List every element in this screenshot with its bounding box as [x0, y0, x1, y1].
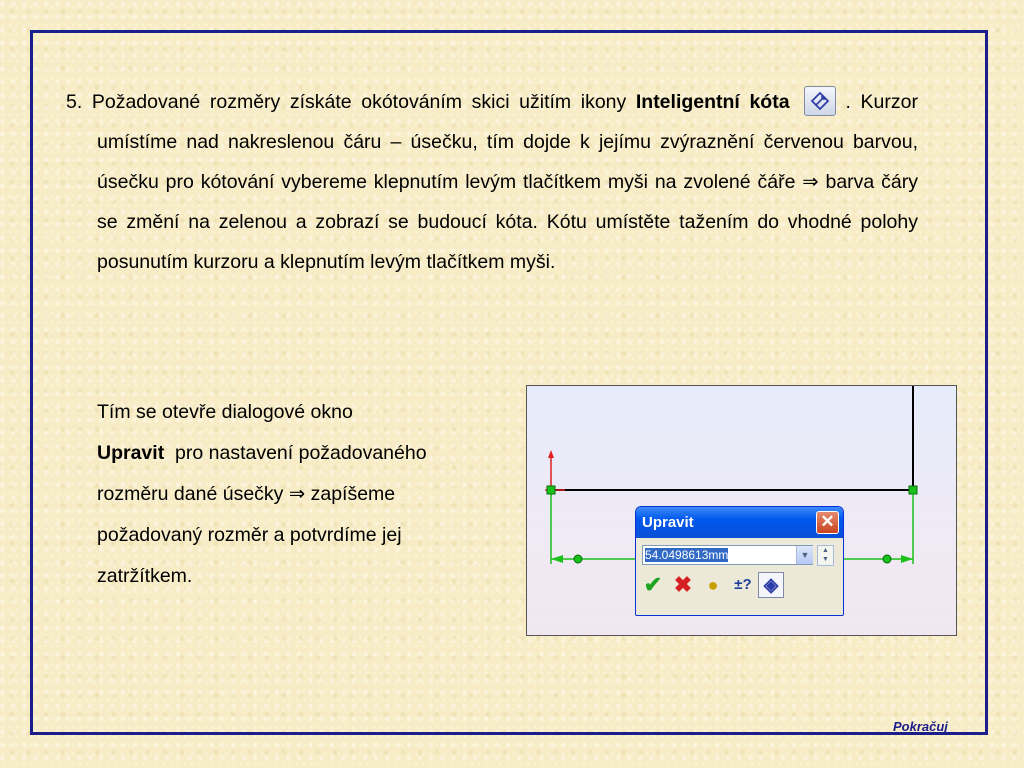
dialog-name-term: Upravit: [97, 442, 165, 464]
chevron-down-icon[interactable]: ▼: [796, 546, 813, 564]
continue-link[interactable]: Pokračuj: [893, 719, 948, 734]
tolerance-icon[interactable]: ±?: [734, 576, 752, 593]
dimension-arrow-left-icon: [551, 555, 563, 563]
spin-buttons[interactable]: ▲ ▼: [817, 545, 834, 566]
dialog-paragraph: [97, 392, 497, 597]
origin-arrow-icon: [548, 450, 554, 458]
dimension-value: 54.0498613mm: [645, 548, 729, 562]
dimension-value-input[interactable]: [642, 545, 813, 565]
dialog-paragraph-rest: pro nastavení požadovaného rozměru dané úsečky ⇒ zapíšeme požadovaný rozměr a potvrdíme jej zatržítkem.: [97, 442, 427, 587]
smart-dimension-icon: [804, 86, 836, 116]
sketch-screenshot: [526, 385, 957, 636]
rebuild-icon[interactable]: ●: [707, 575, 719, 595]
dialog-paragraph-lead: Tím se otevře dialogové okno: [97, 401, 353, 423]
dimension-arrow-right-icon: [901, 555, 913, 563]
paragraph-lead: 5. Požadované rozměry získáte okótováním skici užitím ikony: [66, 91, 627, 113]
dialog-title: Upravit: [642, 514, 694, 531]
endpoint-left[interactable]: [547, 486, 555, 494]
smart-dimension-icon[interactable]: ◈: [758, 572, 784, 598]
check-icon[interactable]: ✔: [643, 572, 663, 597]
close-icon[interactable]: ✕: [816, 511, 839, 534]
smart-dimension-term: Inteligentní kóta: [635, 91, 790, 113]
dialog-titlebar[interactable]: [636, 507, 843, 538]
paragraph-rest: . Kurzor umístíme nad nakreslenou čáru – úsečku, tím dojde k jejímu zvýraznění červenou barvou, úsečku pro kótování vybereme klepnutím levým tlačítkem myši na zvolené čáře ⇒ barva čáry se změní na zelenou a zobrazí se budoucí kóta. Kótu umístěte tažením do vhodné polohy posunutím kurzoru a klepnutím levým tlačítkem myši.: [97, 91, 918, 273]
endpoint-right[interactable]: [909, 486, 917, 494]
modify-dialog: [635, 506, 844, 616]
dimension-handle-right[interactable]: [883, 555, 891, 563]
instruction-paragraph: [66, 82, 918, 282]
dimension-handle-left[interactable]: [574, 555, 582, 563]
cross-icon[interactable]: ✖: [673, 572, 693, 597]
dialog-toolbar: [640, 572, 840, 600]
